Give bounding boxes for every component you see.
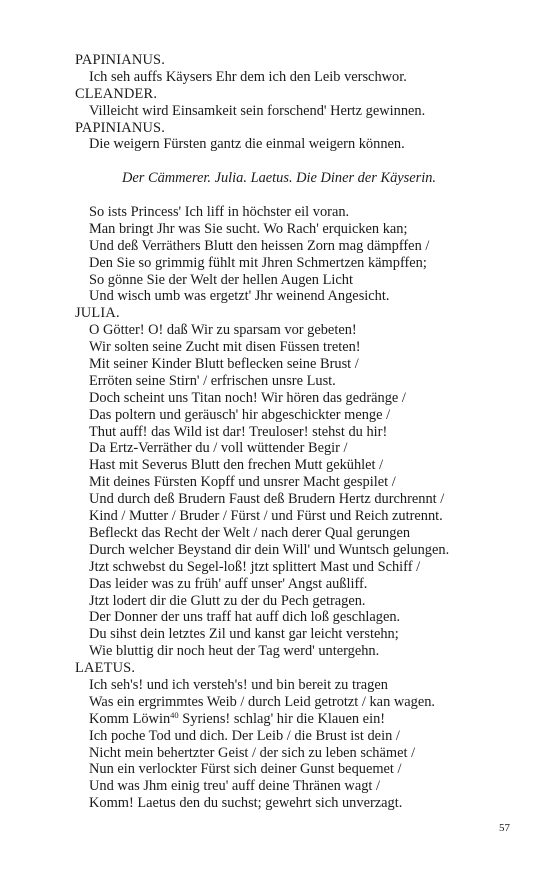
verse-line: Kind / Mutter / Bruder / Fürst / und Fürst und Reich zutrennt. bbox=[89, 508, 443, 525]
verse-line: Und was Jhm einig treu' auff deine Thränen wagt / bbox=[89, 778, 380, 795]
verse-line: Hast mit Severus Blutt den frechen Mutt gekühlet / bbox=[89, 457, 384, 474]
spacer bbox=[75, 187, 495, 204]
verse-line: Ich seh's! und ich versteh's! und bin bereit zu tragen bbox=[89, 676, 388, 693]
speaker-name: CLEANDER. bbox=[75, 85, 158, 102]
speaker-name: PAPINIANUS. bbox=[75, 119, 166, 136]
speaker-name: PAPINIANUS. bbox=[75, 52, 166, 68]
verse-line: Das poltern und geräusch' hir abgeschickter menge / bbox=[89, 406, 391, 423]
verse-text: Syriens! schlag' hir die Klauen ein! bbox=[178, 710, 386, 727]
verse-line: Thut auff! das Wild ist dar! Treuloser! stehst du hir! bbox=[89, 423, 388, 440]
verse-line: Ich seh auffs Käysers Ehr dem ich den Leib verschwor. bbox=[89, 68, 407, 85]
verse-line: Das leider was zu früh' auff unser' Angst außliff. bbox=[89, 575, 368, 592]
verse-line: Villeicht wird Einsamkeit sein forschend' Hertz gewinnen. bbox=[89, 102, 426, 119]
verse-line: Durch welcher Beystand dir dein Will' und Wuntsch gelungen. bbox=[89, 541, 450, 558]
verse-line: Mit seiner Kinder Blutt beflecken seine Brust / bbox=[89, 356, 359, 373]
verse-line: Nicht mein behertzter Geist / der sich zu leben schämet / bbox=[89, 744, 416, 761]
spacer bbox=[75, 153, 495, 170]
verse-line: Mit deines Fürsten Kopff und unsrer Macht gespilet / bbox=[89, 474, 396, 491]
verse-line: Jtzt schwebst du Segel-loß! jtzt splittert Mast und Schiff / bbox=[89, 558, 421, 575]
verse-line: Da Ertz-Verräther du / voll wüttender Begir / bbox=[89, 440, 348, 457]
verse-line bbox=[75, 711, 495, 728]
verse-line: Jtzt lodert dir die Glutt zu der du Pech getragen. bbox=[89, 592, 366, 609]
verse-line: Nun ein verlockter Fürst sich deiner Gunst bequemet / bbox=[89, 761, 402, 778]
verse-line: Wir solten seine Zucht mit disen Füssen treten! bbox=[89, 339, 361, 356]
verse-line: Der Donner der uns traff hat auff dich loß geschlagen. bbox=[89, 609, 401, 626]
verse-line: Doch scheint uns Titan noch! Wir hören das gedränge / bbox=[89, 389, 406, 406]
verse-line: Die weigern Fürsten gantz die einmal weigern können. bbox=[89, 136, 405, 153]
verse-line: Ich poche Tod und dich. Der Leib / die Brust ist dein / bbox=[89, 727, 400, 744]
verse-line: Du sihst dein letztes Zil und kanst gar leicht verstehn; bbox=[89, 626, 399, 643]
verse-line: Und durch deß Brudern Faust deß Brudern Hertz durchrennt / bbox=[89, 491, 445, 508]
verse-line: Man bringt Jhr was Sie sucht. Wo Rach' erquicken kan; bbox=[89, 220, 408, 237]
verse-line: Befleckt das Recht der Welt / nach derer Qual gerungen bbox=[89, 524, 411, 541]
verse-line: So gönne Sie der Welt der hellen Augen Licht bbox=[89, 271, 353, 288]
drama-text bbox=[75, 52, 495, 812]
verse-line: So ists Princess' Ich liff in höchster eil voran. bbox=[89, 204, 350, 221]
verse-line: O Götter! O! daß Wir zu sparsam vor gebeten! bbox=[89, 322, 357, 339]
verse-line: Den Sie so grimmig fühlt mit Jhren Schmertzen kämpffen; bbox=[89, 254, 427, 271]
verse-line: Komm! Laetus den du suchst; gewehrt sich unverzagt. bbox=[89, 795, 403, 812]
page-number: 57 bbox=[499, 822, 510, 834]
stage-direction: Der Cämmerer. Julia. Laetus. Die Diner der Käyserin. bbox=[122, 170, 437, 187]
verse-line: Was ein ergrimmtes Weib / durch Leid getrotzt / kan wagen. bbox=[89, 693, 436, 710]
verse-line: Wie bluttig dir noch heut der Tag werd' untergehn. bbox=[89, 643, 380, 660]
verse-line: Erröten seine Stirn' / erfrischen unsre Lust. bbox=[89, 372, 336, 389]
speaker-name: JULIA. bbox=[75, 305, 120, 322]
verse-text: Komm Löwin bbox=[89, 710, 171, 727]
verse-line: Und wisch umb was ergetzt' Jhr weinend Angesicht. bbox=[89, 288, 390, 305]
verse-line: Und deß Verräthers Blutt den heissen Zorn mag dämpffen / bbox=[89, 237, 430, 254]
footnote-marker[interactable]: 40 bbox=[170, 709, 179, 720]
speaker-name: LAETUS. bbox=[75, 660, 136, 677]
